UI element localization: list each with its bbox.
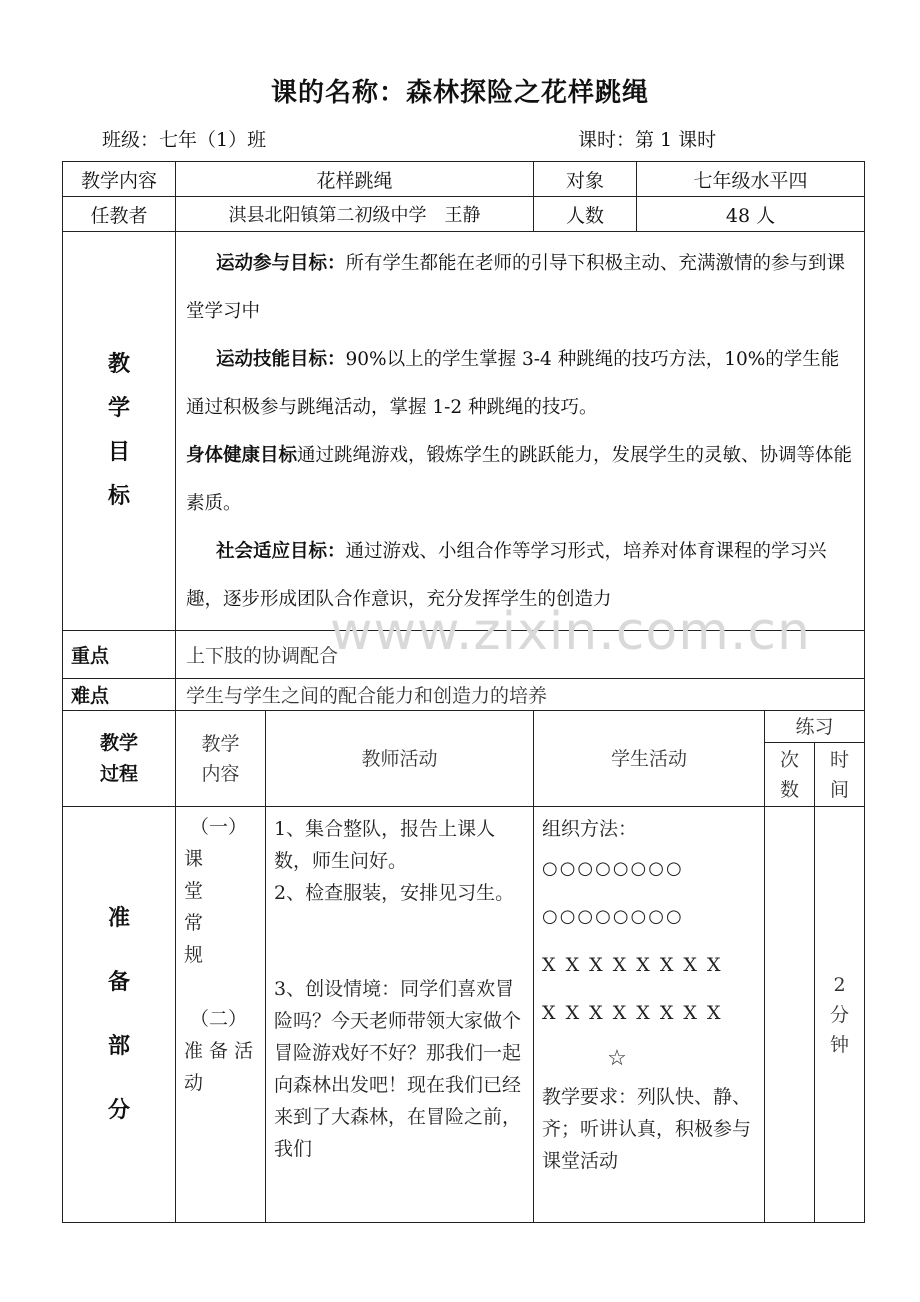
difficulty-text: 学生与学生之间的配合能力和创造力的培养 <box>176 679 865 711</box>
goals-row <box>63 232 865 631</box>
key-point-row <box>63 631 865 679</box>
prep-section-label: 准 备 部 分 <box>63 807 176 1223</box>
target-label: 对象 <box>534 162 637 197</box>
content-value: 花样跳绳 <box>176 162 534 197</box>
content-header: 教学 内容 <box>176 711 266 807</box>
formation-row-3: X X X X X X X X <box>542 954 721 976</box>
practice-header: 练习 <box>765 711 865 743</box>
info-row-content <box>63 162 865 197</box>
watermark: www.zixin.com.cn <box>330 602 811 662</box>
teacher-activity-header: 教师活动 <box>266 711 534 807</box>
content-label: 教学内容 <box>63 162 176 197</box>
goal-social: 社会适应目标：通过游戏、小组合作等学习形式，培养对体育课程的学习兴趣，逐步形成团队合作意识，充分发挥学生的创造力 <box>186 541 827 610</box>
count-value: 48 人 <box>637 197 865 232</box>
teacher-step-2: 2、检查服装，安排见习生。 <box>274 882 515 904</box>
formation-row-1: ○○○○○○○○ <box>542 858 684 879</box>
times-header: 次 数 <box>765 743 815 807</box>
teacher-step-3: 3、创设情境：同学们喜欢冒险吗？今天老师带领大家做个冒险游戏好不好？那我们一起向森林出发吧！现在我们已经来到了大森林，在冒险之前，我们 <box>274 978 522 1160</box>
key-point-text: 上下肢的协调配合 <box>176 631 865 679</box>
process-header: 教学 过程 <box>63 711 176 807</box>
duration-header: 时 间 <box>815 743 865 807</box>
prep-teacher-activity <box>266 807 534 1223</box>
info-row-teacher <box>63 197 865 232</box>
teacher-value: 淇县北阳镇第二初级中学 王静 <box>176 197 534 232</box>
goals-section-label: 教 学 目 标 <box>63 232 176 631</box>
teacher-step-1: 1、集合整队，报告上课人数，师生问好。 <box>274 818 496 872</box>
teaching-requirement: 教学要求：列队快、静、齐；听讲认真，积极参与课堂活动 <box>542 1086 752 1172</box>
target-value: 七年级水平四 <box>637 162 865 197</box>
difficulty-label: 难点 <box>63 679 176 711</box>
teacher-label: 任教者 <box>63 197 176 232</box>
goal-skill: 运动技能目标：90%以上的学生掌握 3-4 种跳绳的技巧方法，10%的学生能通过积极参与跳绳活动，掌握 1-2 种跳绳的技巧。 <box>186 349 840 418</box>
prep-student-activity <box>534 807 765 1223</box>
class-label: 班级：七年（1）班 <box>102 129 267 151</box>
prep-row <box>63 807 865 1223</box>
count-label: 人数 <box>534 197 637 232</box>
formation-row-4: X X X X X X X X <box>542 1002 721 1024</box>
goal-participation: 运动参与目标：所有学生都能在老师的引导下积极主动、充满激情的参与到课堂学习中 <box>186 253 846 322</box>
difficulty-row <box>63 679 865 711</box>
lesson-plan-table <box>62 161 865 1223</box>
goal-health: 身体健康目标通过跳绳游戏，锻炼学生的跳跃能力，发展学生的灵敏、协调等体能素质。 <box>186 445 853 514</box>
prep-content: （一） 课 堂 常 规 （二） 准 备 活 动 <box>176 807 266 1223</box>
process-header-row-1 <box>63 711 865 743</box>
organization-method: 组织方法： <box>542 818 638 840</box>
key-point-label: 重点 <box>63 631 176 679</box>
teacher-position-star: ☆ <box>607 1046 627 1071</box>
prep-duration: 2 分 钟 <box>815 807 865 1223</box>
goals-body <box>176 232 865 631</box>
formation-row-2: ○○○○○○○○ <box>542 906 684 927</box>
prep-times <box>765 807 815 1223</box>
student-activity-header: 学生活动 <box>534 711 765 807</box>
lesson-title: 课的名称：森林探险之花样跳绳 <box>270 78 649 108</box>
period-label: 课时：第 1 课时 <box>578 129 717 151</box>
